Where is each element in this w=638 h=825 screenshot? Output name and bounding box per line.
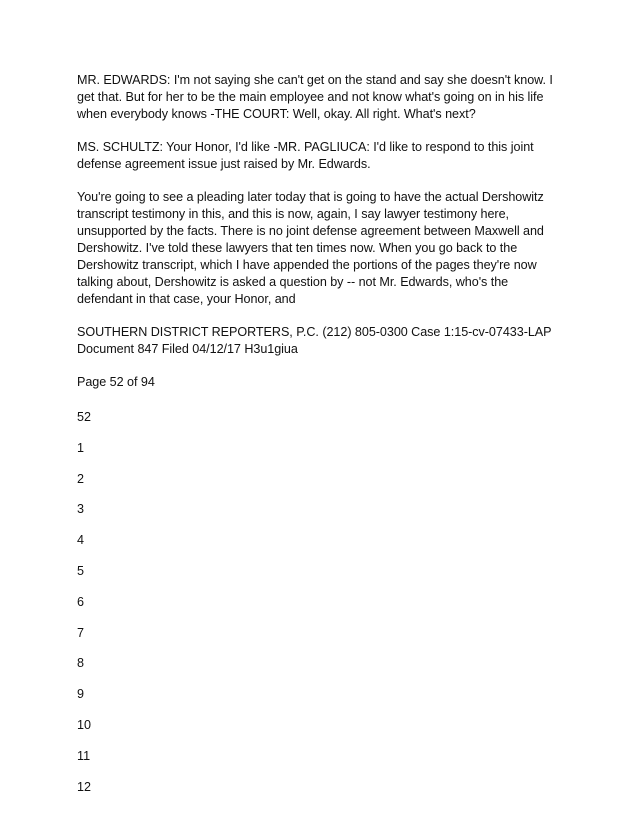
line-number: 5: [77, 563, 85, 578]
line-number: 9: [77, 687, 85, 702]
line-number: 7: [77, 625, 85, 640]
line-number: 1: [77, 440, 85, 455]
document-page: [77, 72, 567, 809]
reporter-footer: SOUTHERN DISTRICT REPORTERS, P.C. (212) 805-0300 Case 1:15-cv-07433-LAP Document 847 Filed 04/12/17 H3u1giua: [77, 325, 552, 356]
line-number: 11: [77, 748, 91, 763]
line-number: 3: [77, 502, 85, 517]
line-number: 4: [77, 533, 85, 548]
page-number: 52: [77, 410, 92, 424]
page-indicator: Page 52 of 94: [77, 375, 155, 389]
line-number: 2: [77, 471, 85, 486]
line-number: 8: [77, 656, 85, 671]
line-number: 12: [77, 779, 92, 794]
line-number: 6: [77, 594, 85, 609]
line-number-list: [77, 409, 567, 809]
line-number: 10: [77, 717, 92, 732]
paragraph-dershowitz-transcript: You're going to see a pleading later today that is going to have the actual Dershowitz transcript testimony in this, and this is now, again, I say lawyer testimony here, unsupported by the facts. There is no joint defense agreement between Maxwell and Dershowitz. I've told these lawyers that ten times now. When you go back to the Dershowitz transcript, which I have appended the portions of the pages they're now talking about, Dershowitz is asked a question by -- not Mr. Edwards, who's the defendant in that case, your Honor, and: [77, 190, 544, 306]
paragraph-schultz-pagliuca: MS. SCHULTZ: Your Honor, I'd like -MR. PAGLIUCA: I'd like to respond to this joint defense agreement issue just raised by Mr. Edwards.: [77, 140, 534, 171]
paragraph-edwards: MR. EDWARDS: I'm not saying she can't get on the stand and say she doesn't know. I get that. But for her to be the main employee and not know what's going on in his life when everybody knows -THE COURT: Well, okay. All right. What's next?: [77, 73, 553, 121]
